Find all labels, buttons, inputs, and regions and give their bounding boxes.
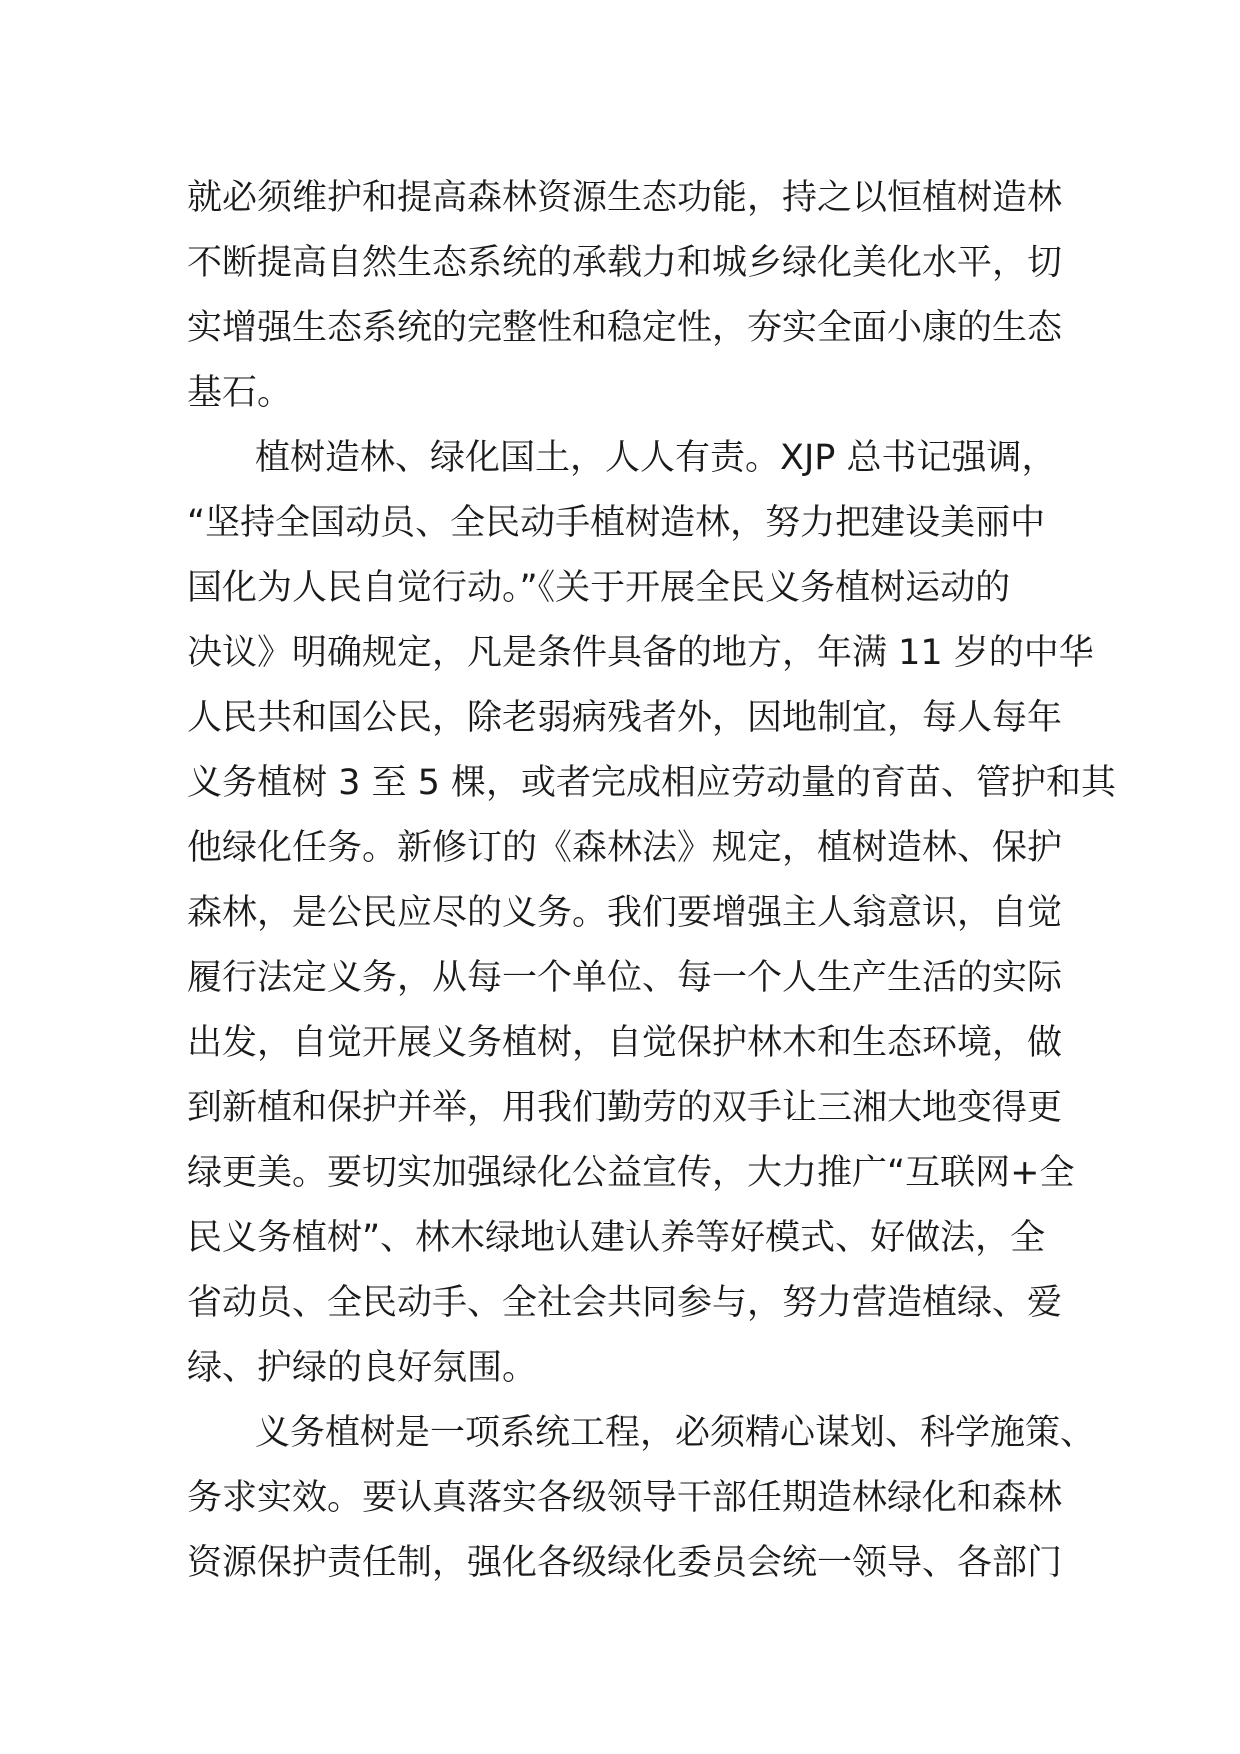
text-line: 他绿化任务。新修订的《森林法》规定，植树造林、保护 (187, 828, 1063, 868)
text-line: 国化为人民自觉行动。”《关于开展全民义务植树运动的 (187, 568, 1011, 608)
text-line: 就必须维护和提高森林资源生态功能，持之以恒植树造林 (187, 178, 1063, 218)
text-line: 不断提高自然生态系统的承载力和城乡绿化美化水平，切 (187, 243, 1063, 283)
text-line: 到新植和保护并举，用我们勤劳的双手让三湘大地变得更 (187, 1088, 1063, 1128)
text-line: 绿更美。要切实加强绿化公益宣传，大力推广“互联网+全 (187, 1153, 1075, 1193)
paragraph-start-line: 植树造林、绿化国土，人人有责。XJP 总书记强调， (255, 438, 1057, 478)
text-line: 基石。 (187, 373, 293, 413)
text-line: 人民共和国公民，除老弱病残者外，因地制宜，每人每年 (187, 698, 1063, 738)
text-line: 决议》明确规定，凡是条件具备的地方，年满 11 岁的中华 (187, 633, 1094, 673)
text-line: 森林，是公民应尽的义务。我们要增强主人翁意识，自觉 (187, 893, 1063, 933)
text-line: 省动员、全民动手、全社会共同参与，努力营造植绿、爱 (187, 1283, 1063, 1323)
text-line: 义务植树 3 至 5 棵，或者完成相应劳动量的育苗、管护和其 (187, 763, 1117, 803)
text-line: 民义务植树”、林木绿地认建认养等好模式、好做法，全 (187, 1218, 1046, 1258)
text-line: 绿、护绿的良好氛围。 (187, 1348, 538, 1388)
text-line: 实增强生态系统的完整性和稳定性，夯实全面小康的生态 (187, 308, 1063, 348)
text-line: 出发，自觉开展义务植树，自觉保护林木和生态环境，做 (187, 1023, 1063, 1063)
text-line: “坚持全国动员、全民动手植树造林，努力把建设美丽中 (187, 503, 1046, 543)
text-line: 履行法定义务，从每一个单位、每一个人生产生活的实际 (187, 958, 1063, 998)
text-line: 资源保护责任制，强化各级绿化委员会统一领导、各部门 (187, 1543, 1063, 1583)
paragraph-start-line: 义务植树是一项系统工程，必须精心谋划、科学施策、 (255, 1413, 1096, 1453)
text-line: 务求实效。要认真落实各级领导干部任期造林绿化和森林 (187, 1478, 1063, 1518)
